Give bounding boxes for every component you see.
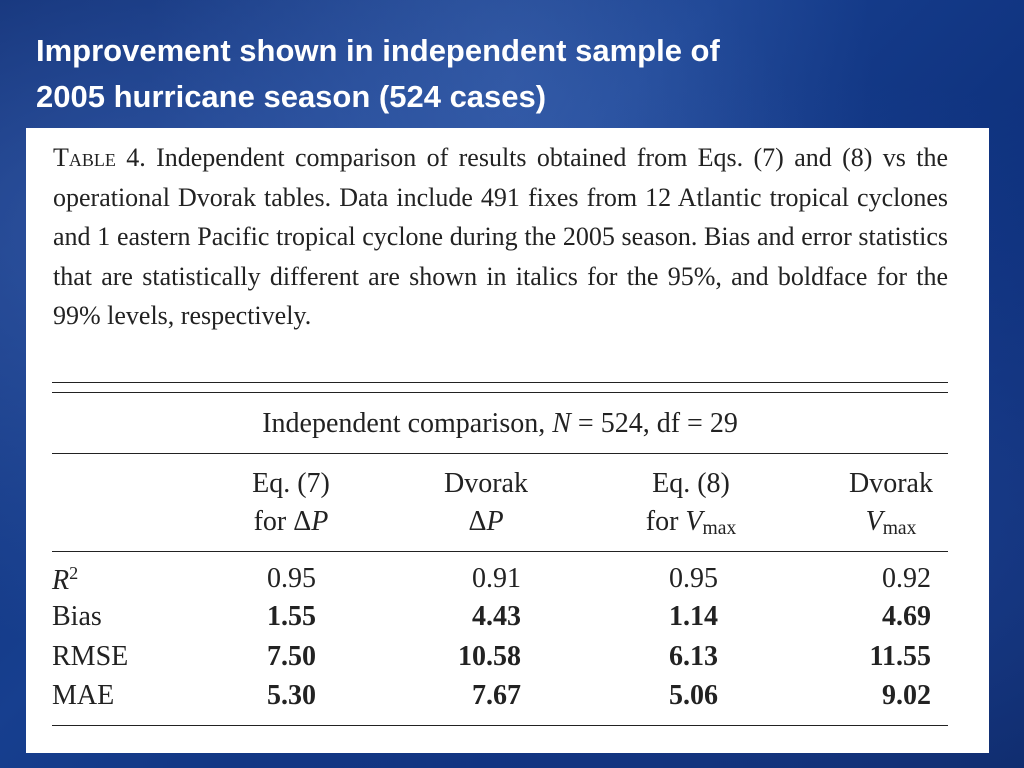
top-rule-2 <box>52 392 948 393</box>
table-cell: 11.55 <box>869 641 931 672</box>
column-header-2: Dvorak ΔP <box>444 468 528 537</box>
table-cell: 0.95 <box>669 563 718 594</box>
bottom-rule <box>52 725 948 726</box>
column-header-4: Dvorak $V_{max}$ <box>849 468 933 539</box>
body-rule <box>52 551 948 552</box>
table-cell: 7.67 <box>472 680 521 711</box>
table-cell: 4.43 <box>472 601 521 632</box>
table-cell: 6.13 <box>669 641 718 672</box>
table-cell: 0.92 <box>882 563 931 594</box>
column-header-1: Eq. (7) for ΔP <box>252 468 330 537</box>
table-cell: 4.69 <box>882 601 931 632</box>
table-panel <box>26 128 989 753</box>
title-line-2: 2005 hurricane season (524 cases) <box>36 79 547 114</box>
top-rule-1 <box>52 382 948 383</box>
table-cell: 0.91 <box>472 563 521 594</box>
table-caption <box>53 138 948 336</box>
table-cell: 10.58 <box>458 641 521 672</box>
table-cell: 1.14 <box>669 601 718 632</box>
caption-text: Independent comparison of results obtained from Eqs. (7) and (8) vs the operational Dvorak tables. Data include 491 fixes from 12 Atlantic tropical cyclones and 1 eastern Pacific tropical cyclone during the 2005 season. Bias and error statistics that are statistically different are shown in italics for the 95%, and boldface for the 99% levels, respectively. <box>53 143 949 330</box>
table-label: Table <box>53 143 116 172</box>
table-cell: 0.95 <box>267 563 316 594</box>
table-cell: 1.55 <box>267 601 316 632</box>
row-label: Bias <box>52 601 102 632</box>
table-cell: 9.02 <box>882 680 931 711</box>
header-rule <box>52 453 948 454</box>
row-label: RMSE <box>52 641 129 672</box>
table-cell: 7.50 <box>267 641 316 672</box>
column-header-3: Eq. (8) for $V_{max}$ <box>645 468 737 539</box>
slide-title <box>36 28 996 120</box>
row-label: $R^2$ <box>52 563 79 596</box>
table-cell: 5.30 <box>267 680 316 711</box>
table-cell: 5.06 <box>669 680 718 711</box>
title-line-1: Improvement shown in independent sample of <box>36 33 720 68</box>
row-label: MAE <box>52 680 115 711</box>
group-header: Independent comparison, N = 524, df = 29 <box>262 408 738 439</box>
table-number: 4. <box>126 143 146 172</box>
